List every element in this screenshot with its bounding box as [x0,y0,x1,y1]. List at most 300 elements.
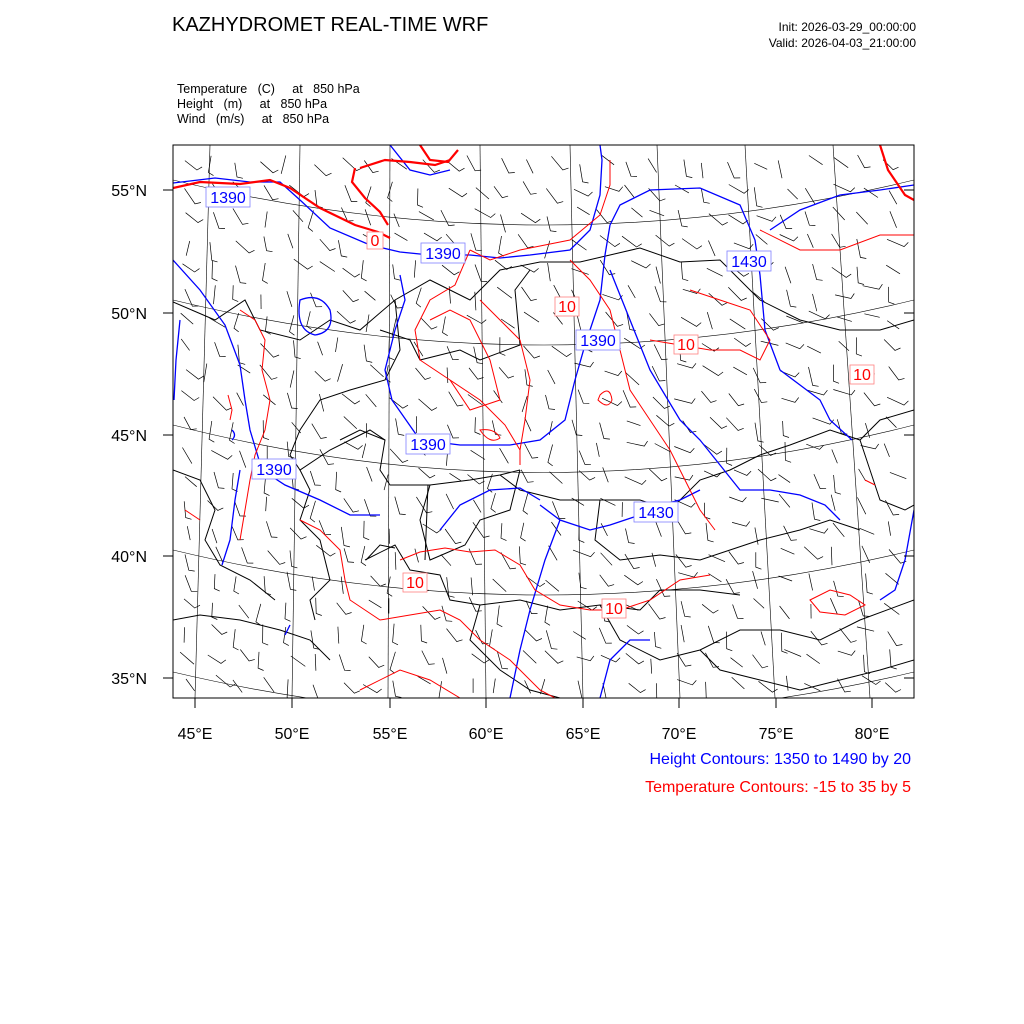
wind-barb [631,261,650,268]
wind-barb [469,368,484,379]
wind-barb [834,475,841,494]
wind-barb [573,632,586,640]
wind-barb [732,677,745,689]
axis-ticks [163,190,914,708]
wind-barb [524,312,539,322]
wind-barb [263,263,268,283]
wind-barb [446,494,454,509]
height-label [421,243,465,263]
lat-label: 45°N [111,428,147,445]
wind-barb [209,421,214,442]
wind-barb [214,472,224,488]
wind-barb [521,523,526,541]
wind-barb [596,443,599,457]
wind-barb [318,342,323,356]
wind-barb [652,366,665,381]
wind-barb [550,472,563,484]
wind-barb [684,160,692,178]
wind-barb [523,651,536,664]
wind-barb [779,576,793,581]
wind-barb [833,365,839,384]
wind-barb [312,577,314,591]
wind-barb [315,654,316,671]
wind-barb [681,262,688,281]
wind-barb [856,212,867,224]
wind-barb [493,679,495,694]
wind-barb [312,424,327,439]
wind-barb [674,398,695,403]
wind-barb [449,188,467,197]
wind-barb [600,498,615,505]
wind-barb [754,599,765,609]
lat-label: 55°N [111,183,147,200]
wind-barb [858,155,871,168]
svg-text:0: 0 [370,233,380,250]
wind-barb [650,210,665,216]
wind-barb [521,470,533,483]
wind-barb [546,630,557,649]
wind-barb [545,241,550,259]
wind-barb [475,209,496,218]
wind-barb [471,578,473,596]
wind-barb [310,471,321,485]
wind-barb [341,527,350,547]
wind-barb [603,683,612,699]
wind-barb [467,156,481,171]
wind-barb [290,528,306,539]
variable-height: Height (m) at 850 hPa [177,97,328,111]
valid-time: Valid: 2026-04-03_21:00:00 [768,36,916,50]
wind-barb [732,521,750,526]
wind-barb [600,423,610,440]
wind-barb [187,526,190,540]
wind-barb [473,522,490,537]
wind-barb [657,683,663,703]
wind-barb [414,260,415,277]
temperature-label [602,599,626,618]
wind-barb [708,574,721,582]
wind-barb [577,656,594,661]
wind-barb [812,503,820,521]
lon-label: 65°E [565,726,601,743]
wind-barb [492,420,501,435]
wind-barb [294,259,313,269]
wind-barb [182,448,192,464]
wind-barb [807,346,821,353]
wind-barb [501,215,506,233]
svg-text:10: 10 [853,367,871,384]
wind-barb [447,629,463,642]
wind-barb [681,317,701,326]
wind-barb [677,680,696,685]
lon-label: 50°E [274,726,310,743]
wind-barb [308,211,313,232]
wind-barb [472,654,490,663]
wind-barb [526,160,533,174]
wind-barb [476,188,489,199]
wind-barb [649,604,666,619]
wind-barb [288,234,293,248]
wind-barb [838,651,855,656]
wind-barb [523,181,537,194]
wind-barb [840,628,857,642]
wind-barb [884,444,889,457]
wind-barb [291,656,306,666]
wind-barb [212,261,218,281]
wind-barb [678,572,697,577]
wind-barb [395,552,396,570]
wind-barb [442,265,459,275]
wind-barb [369,600,382,608]
wind-barb [450,473,462,481]
wind-barb [264,185,279,199]
wind-barb [396,418,405,435]
wind-barb [708,626,720,643]
wind-barb [809,367,819,386]
wind-barb [185,554,195,571]
wind-barb [415,549,419,563]
svg-text:1430: 1430 [638,505,674,522]
wind-barb [577,314,587,332]
init-time: Init: 2026-03-29_00:00:00 [778,20,916,34]
wind-barb [387,577,392,597]
wind-barb [729,497,746,502]
wind-barb [499,236,504,256]
wind-barb [702,604,718,613]
wind-barb [754,187,762,207]
wind-barb [526,577,545,587]
wind-barb [838,679,851,692]
wind-barb [281,156,286,174]
wind-barb [627,441,648,446]
wind-barb [364,345,372,363]
wind-barb [809,574,813,591]
wind-barb [676,555,692,568]
wind-barb [393,264,401,280]
wind-barb [424,233,442,241]
wind-barb [371,576,386,586]
svg-text:10: 10 [677,337,695,354]
wind-barb [888,521,890,535]
wind-barb [264,677,274,692]
wind-barb [185,575,197,591]
wind-barb [258,652,264,671]
wind-barb [268,551,286,565]
wind-barb [574,189,593,196]
wind-barb [623,390,636,407]
wind-barb [626,529,635,544]
wind-barb [625,554,640,569]
svg-text:1390: 1390 [580,333,616,350]
wind-barb [548,445,553,466]
wind-barb [884,603,899,614]
lat-label: 50°N [111,306,147,323]
wind-barb [234,576,239,594]
wind-barb [421,625,427,643]
temperature-label [674,335,698,354]
wind-barb [706,523,714,542]
wind-barb [519,546,526,565]
wind-barb [578,390,589,404]
wind-barb [311,630,320,649]
wind-barb [293,210,303,221]
wind-barb [754,389,767,402]
wind-barb [551,156,568,170]
wind-barb [727,448,733,466]
wind-barb [656,415,674,426]
wind-barb [441,555,451,566]
wind-barb [339,655,350,671]
wind-barb [393,624,398,645]
wind-barb [233,285,239,301]
wind-barb [315,371,331,381]
wind-barb [625,477,646,485]
wind-barb [857,497,865,514]
wind-barb [681,601,691,617]
wind-barb [683,421,697,433]
wind-barb [734,470,751,476]
wind-barb [809,156,823,165]
wind-barb [525,444,539,459]
wind-barb [578,681,582,699]
wind-barb [830,598,837,614]
wind-barb [704,445,722,455]
wind-barb [710,417,727,428]
wind-barb [601,553,613,566]
wind-barb [208,501,224,511]
wind-barb [780,235,798,242]
wind-barb [758,469,776,481]
wind-barb [631,208,642,217]
wind-barb [439,681,444,702]
wind-barb [236,266,247,284]
lon-label: 80°E [854,726,890,743]
wind-barb [290,315,295,335]
wind-barb [577,207,590,215]
wind-barb [834,184,855,192]
wind-barb [316,598,322,616]
wind-barb [363,685,382,693]
wind-barb [344,683,360,693]
wind-barb [235,163,243,179]
lat-label: 35°N [111,671,147,688]
wind-barb [285,603,291,622]
wind-barb [319,394,323,411]
wind-barb [361,260,366,281]
wind-barb [677,363,696,368]
wind-barb [728,287,746,300]
chart-title: KAZHYDROMET REAL-TIME WRF [172,14,489,36]
wind-barb [314,165,331,176]
wind-barb [809,311,830,319]
wind-barb [705,653,719,668]
wind-barb [831,495,835,511]
wind-barb [212,529,217,543]
wind-barb [753,655,769,668]
height-label [576,330,620,350]
height-contour-labels [206,187,771,522]
wind-barb [625,185,635,197]
latitude-labels [111,183,147,688]
wind-barb [337,603,352,615]
temperature-contours [173,145,914,698]
wind-barb [343,268,360,277]
wind-barb [474,347,483,364]
wind-barb [890,472,906,478]
wind-barb [728,162,741,178]
wind-barb [181,313,194,324]
wind-barb [761,498,779,502]
wind-barb [233,208,249,224]
wind-barb [260,162,278,173]
wind-barb [419,212,434,220]
wind-barb [839,341,849,351]
wind-barb [419,468,436,478]
wind-barb [416,288,421,307]
wind-barb [395,233,408,241]
wind-barb [287,291,292,307]
wind-barb [443,317,448,336]
wind-barb [701,163,703,178]
wind-barb [627,421,641,426]
wind-barb [316,545,335,556]
wind-barb [369,657,384,668]
wind-barb [418,189,424,208]
wind-barb [362,444,366,458]
wind-barb [497,651,508,669]
wind-barb [733,605,744,619]
wind-barb [546,188,563,203]
variable-wind: Wind (m/s) at 850 hPa [177,112,330,126]
wind-barb [807,654,820,663]
wind-barb [361,546,366,566]
wind-barb [859,528,874,534]
wind-barb [624,575,643,585]
height-label [206,187,250,207]
wind-barb [778,160,782,178]
wind-barb [471,450,485,459]
wind-barb [628,285,635,298]
wind-barb [336,338,338,353]
height-label [252,459,296,479]
temperature-label [367,232,383,250]
temperature-label [850,365,874,384]
wind-barb [757,216,776,222]
wind-barb [833,207,845,220]
wind-barb [730,319,746,329]
wind-barb [781,548,795,554]
wind-barb [580,164,589,183]
wind-barb [629,683,646,692]
wind-barb [862,546,870,563]
wind-barb [214,285,216,304]
wind-barb [233,680,242,693]
wind-barb [572,498,584,505]
wind-barb [574,362,593,367]
wind-barb [600,236,620,247]
wind-barb [524,346,540,358]
wind-barb [886,573,899,584]
wind-barb [548,370,555,384]
wind-barb [338,627,339,644]
wind-barb [418,676,431,684]
temperature-legend: Temperature Contours: -15 to 35 by 5 [645,779,911,796]
wind-barb [183,264,200,272]
wind-barb [320,262,335,272]
wind-barb [706,682,712,702]
height-label [634,502,678,522]
wind-barb [833,390,855,395]
wind-barb [491,493,496,512]
wind-barb [364,499,376,516]
wind-barb [475,417,481,434]
height-label [727,251,771,271]
wind-barb [779,475,791,483]
svg-text:1390: 1390 [410,437,446,454]
wind-barb [726,418,743,431]
wind-barb [186,679,195,691]
wind-barb [185,188,201,203]
wind-barb [814,474,826,488]
wind-barb [779,494,790,507]
wind-barb [787,290,797,307]
wind-barb [186,213,204,223]
wind-barb [365,291,376,300]
wind-barb [523,493,528,514]
wind-barb [678,521,691,534]
lon-label: 55°E [372,726,408,743]
meridian-lines [195,145,870,698]
wind-barb [365,209,371,225]
wind-barb [319,520,331,534]
wind-barb [499,367,514,378]
wind-barb [266,521,277,537]
wind-barb [755,528,758,545]
wind-barb [627,625,644,634]
wind-barb [859,469,866,481]
wind-barb [884,340,900,351]
wind-barb [546,395,556,410]
wind-barb [239,605,249,618]
variable-temperature: Temperature (C) at 850 hPa [177,82,360,96]
wind-barb [343,290,359,301]
wind-barb [370,365,383,377]
wind-barb [864,393,880,406]
wind-barb [237,393,244,406]
wind-barb [264,237,273,252]
wind-barb [287,679,292,700]
wind-barb [341,577,343,594]
wind-barb [753,368,766,383]
wind-barb [624,338,645,348]
wind-barb [320,239,336,250]
temperature-label [403,573,427,592]
wind-barb [208,156,213,176]
wind-barb [367,467,373,482]
wind-barb [755,423,764,443]
lat-label: 40°N [111,549,147,566]
wind-barb [889,367,905,380]
wind-barb [600,575,614,586]
wind-barb [473,500,481,513]
wind-barb [212,625,228,635]
wind-barb [786,676,788,691]
wind-barb [813,264,823,280]
wind-barb [756,235,768,245]
wind-barb [500,448,509,463]
wind-barb [889,549,906,563]
wind-barb [266,497,267,511]
